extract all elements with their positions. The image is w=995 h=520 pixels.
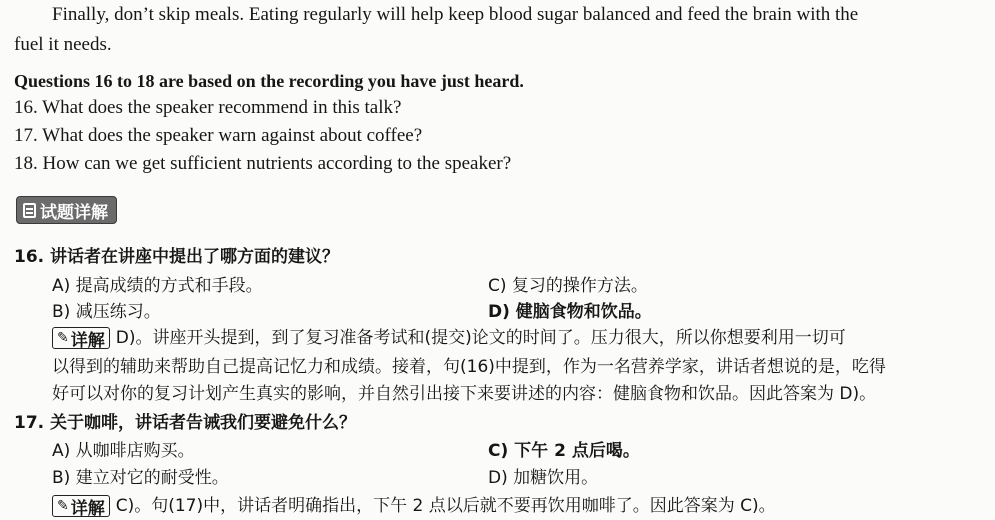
paragraph-line-2: fuel it needs. (14, 34, 112, 55)
item16-option-c: C) 复习的操作方法。 (488, 276, 648, 296)
item16-option-b: B) 减压练习。 (52, 302, 161, 322)
item16-explanation-line-1 (52, 323, 846, 349)
item17-option-c: C) 下午 2 点后喝。 (488, 441, 640, 461)
item16-explanation-line-3: 好可以对你的复习计划产生真实的影响，并自然引出接下来要讲述的内容：健脑食物和饮品。因此答案为 D)。 (52, 384, 877, 404)
pencil-icon: ✎ (57, 330, 69, 346)
explain-label: 详解 (70, 330, 105, 351)
item17-option-b: B) 建立对它的耐受性。 (52, 468, 229, 488)
item16-stem: 16. 讲话者在讲座中提出了哪方面的建议？ (14, 247, 340, 267)
question-18: 18. How can we get sufficient nutrients according to the speaker? (14, 153, 512, 174)
item16-explanation-line-2: 以得到的辅助来帮助自己提高记忆力和成绩。接着，句(16)中提到，作为一名营养学家，讲话者想说的是，吃得 (52, 357, 886, 377)
item17-stem: 17. 关于咖啡，讲话者告诫我们要避免什么？ (14, 413, 357, 433)
item17-explanation-line-1 (52, 491, 776, 517)
section-label: 试题详解 (40, 202, 108, 223)
document-icon (23, 203, 36, 218)
question-17: 17. What does the speaker warn against about coffee? (14, 125, 423, 146)
pencil-icon: ✎ (57, 498, 69, 514)
explain-tag (52, 495, 110, 517)
section-badge (16, 196, 117, 224)
question-16: 16. What does the speaker recommend in this talk? (14, 97, 402, 118)
item17-explanation-text-1: C)。句(17)中，讲话者明确指出，下午 2 点以后就不要再饮用咖啡了。因此答案为 C)。 (115, 496, 776, 516)
item16-option-d: D) 健脑食物和饮品。 (488, 302, 652, 322)
item17-option-a: A) 从咖啡店购买。 (52, 441, 195, 461)
item16-explanation-text-1: D)。讲座开头提到，到了复习准备考试和(提交)论文的时间了。压力很大，所以你想要利用一切可 (115, 328, 846, 348)
item17-option-d: D) 加糖饮用。 (488, 468, 599, 488)
item16-option-a: A) 提高成绩的方式和手段。 (52, 276, 263, 296)
explain-tag (52, 327, 110, 349)
questions-heading: Questions 16 to 18 are based on the recording you have just heard. (14, 71, 524, 91)
explain-label: 详解 (70, 498, 105, 519)
paragraph-line-1: Finally, don’t skip meals. Eating regularly will help keep blood sugar balanced and feed the brain with the (52, 4, 859, 25)
